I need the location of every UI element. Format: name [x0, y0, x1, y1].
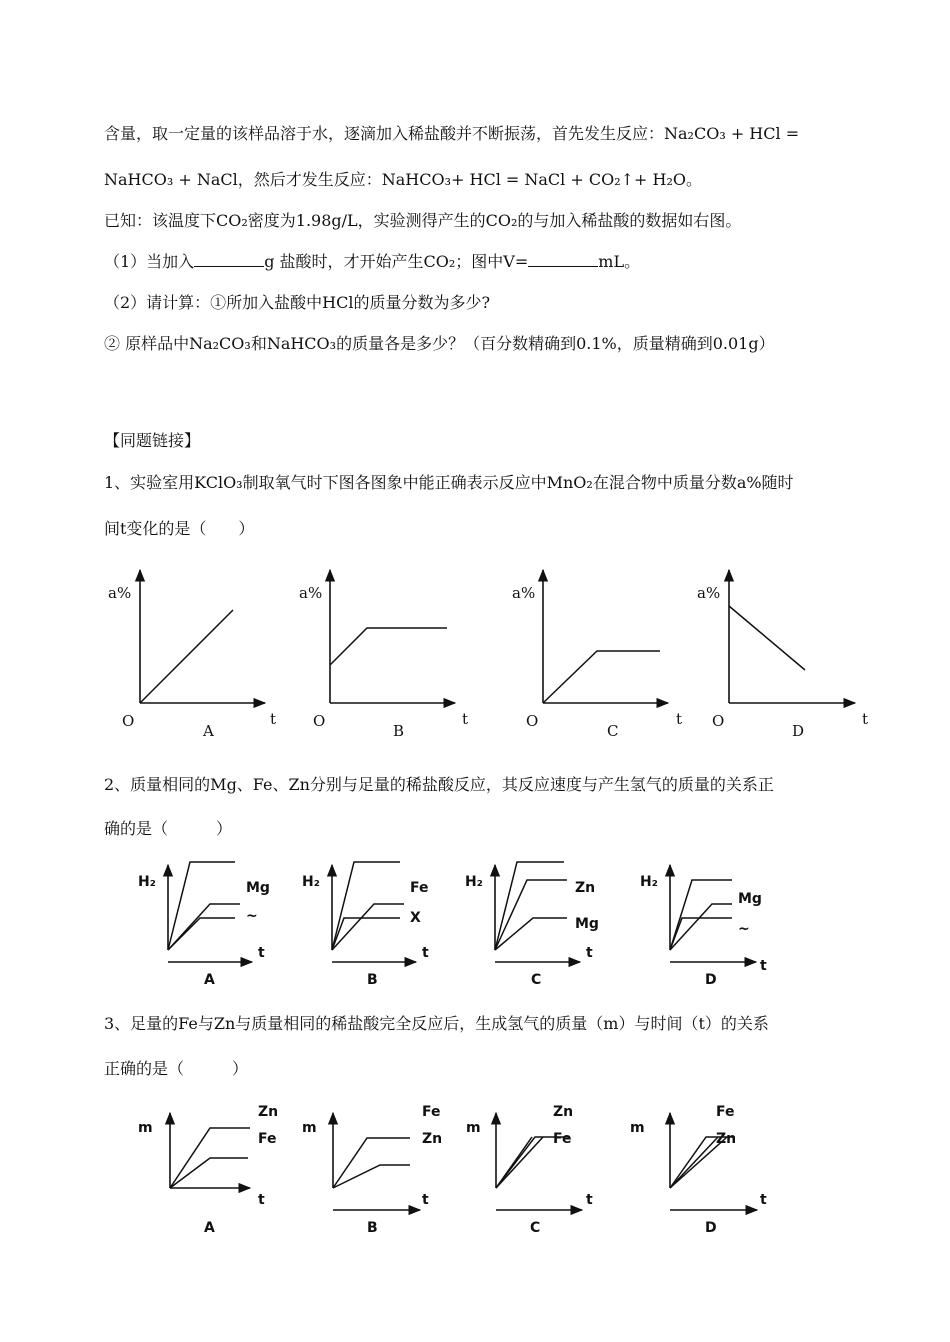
p2-b-ylabel: H₂: [302, 874, 320, 890]
p3-a-option: A: [204, 1220, 215, 1236]
p2-c-ylabel: H₂: [465, 874, 483, 890]
problem-1-line-1: 1、实验室用KClO₃制取氧气时下图各图象中能正确表示反应中MnO₂在混合物中质量分数a%随时: [104, 473, 794, 492]
p3-b-xlabel: t: [422, 1192, 429, 1208]
p1-c-curve: [543, 651, 660, 703]
p3-b-label-fe: Fe: [422, 1104, 441, 1120]
p3-d-label-fe: Fe: [716, 1104, 735, 1120]
p2-c-xlabel: t: [586, 945, 593, 961]
p2-d-xlabel: t: [760, 958, 767, 974]
p2-a-label-tilde: ~: [246, 908, 258, 924]
p1-b-xlabel: t: [462, 710, 469, 728]
p3-c-label-fe: Fe: [553, 1131, 572, 1147]
p1-graph-b[interactable]: [299, 570, 468, 740]
p2-graph-a[interactable]: [138, 862, 270, 988]
p1-d-xlabel: t: [862, 710, 869, 728]
p1-c-option: C: [607, 722, 619, 740]
p3-b-ylabel: m: [302, 1120, 317, 1136]
p2-c-option: C: [531, 972, 542, 988]
p2-c-label-mg: Mg: [575, 916, 599, 932]
p2-graph-b[interactable]: [302, 862, 429, 988]
p3-graph-c[interactable]: [466, 1104, 593, 1236]
p1-a-ylabel: a%: [108, 584, 132, 602]
p3-c-ylabel: m: [466, 1120, 481, 1136]
p2-d-ylabel: H₂: [640, 874, 658, 890]
p3-a-label-fe: Fe: [258, 1131, 277, 1147]
p3-a-xlabel: t: [258, 1192, 265, 1208]
p1-b-ylabel: a%: [299, 584, 323, 602]
p3-c-xlabel: t: [586, 1192, 593, 1208]
question-2: （2）请计算：①所加入盐酸中HCl的质量分数为多少?: [104, 293, 491, 312]
p2-a-ylabel: H₂: [138, 874, 156, 890]
p1-d-origin: O: [712, 712, 725, 730]
p2-d-label-mg: Mg: [738, 891, 762, 907]
p2-c-label-zn: Zn: [575, 880, 596, 896]
p3-c-label-zn: Zn: [553, 1104, 574, 1120]
p1-b-option: B: [393, 722, 405, 740]
p1-graph-d[interactable]: [697, 570, 868, 740]
p2-b-label-cut: X: [410, 910, 421, 926]
p2-d-label-tilde: ~: [738, 921, 750, 937]
question-1-part-b: g 盐酸时，才开始产生CO₂；图中V=: [264, 252, 529, 271]
p3-a-label-zn: Zn: [258, 1104, 279, 1120]
p1-d-curve: [729, 606, 805, 670]
p1-graph-c[interactable]: [512, 570, 682, 740]
p2-b-label-fe: Fe: [410, 880, 429, 896]
problem-2-line-2: 确的是（ ）: [104, 819, 233, 838]
section-title: 【同题链接】: [104, 431, 201, 450]
p3-b-option: B: [367, 1220, 378, 1236]
p2-a-option: A: [204, 972, 215, 988]
p1-b-origin: O: [313, 712, 326, 730]
p1-a-origin: O: [122, 712, 135, 730]
p3-graph-b[interactable]: [302, 1104, 442, 1236]
question-1-part-a: （1）当加入: [104, 252, 195, 271]
p3-c-option: C: [530, 1220, 541, 1236]
p2-d-option: D: [705, 972, 717, 988]
problem-1-line-2: 间t变化的是（ ）: [104, 519, 255, 538]
p2-b-option: B: [367, 972, 378, 988]
p2-graph-c[interactable]: [465, 862, 599, 988]
p1-c-origin: O: [526, 712, 539, 730]
p2-a-xlabel: t: [258, 945, 265, 961]
p3-b-label-zn: Zn: [422, 1131, 443, 1147]
problem-3-line-1: 3、足量的Fe与Zn与质量相同的稀盐酸完全反应后，生成氢气的质量（m）与时间（t）的关系: [104, 1014, 769, 1033]
p1-c-xlabel: t: [676, 710, 683, 728]
problem-3-line-2: 正确的是（ ）: [104, 1059, 249, 1078]
p2-a-label-mg: Mg: [246, 880, 270, 896]
intro-line-2: NaHCO₃ + NaCl，然后才发生反应：NaHCO₃+ HCl = NaCl + CO₂↑+ H₂O。: [104, 170, 703, 189]
p1-graph-a[interactable]: [108, 570, 276, 740]
question-3: ② 原样品中Na₂CO₃和NaHCO₃的质量各是多少？（百分数精确到0.1%，质量精确到0.01g）: [104, 334, 775, 353]
p2-b-xlabel: t: [422, 945, 429, 961]
p1-c-ylabel: a%: [512, 584, 536, 602]
p1-d-option: D: [792, 722, 805, 740]
p2-graph-d[interactable]: [640, 865, 767, 988]
p3-d-ylabel: m: [630, 1120, 645, 1136]
intro-line-3: 已知：该温度下CO₂密度为1.98g/L，实验测得产生的CO₂的与加入稀盐酸的数据如右图。: [104, 211, 742, 230]
p3-d-option: D: [705, 1220, 717, 1236]
p3-graph-d[interactable]: [630, 1104, 767, 1236]
p3-a-ylabel: m: [138, 1120, 153, 1136]
question-1-part-c: mL。: [598, 252, 641, 271]
p1-b-curve: [330, 628, 447, 665]
p1-d-ylabel: a%: [697, 584, 721, 602]
p3-d-xlabel: t: [760, 1192, 767, 1208]
p1-a-xlabel: t: [270, 710, 277, 728]
intro-line-1: 含量，取一定量的该样品溶于水，逐滴加入稀盐酸并不断振荡，首先发生反应：Na₂CO₃ + HCl =: [104, 124, 800, 143]
p1-a-curve: [140, 610, 233, 703]
p3-d-label-zn: Zn: [716, 1131, 737, 1147]
p1-a-option: A: [203, 722, 214, 740]
p3-graph-a[interactable]: [138, 1104, 278, 1236]
problem-2-line-1: 2、质量相同的Mg、Fe、Zn分别与足量的稀盐酸反应，其反应速度与产生氢气的质量的关系正: [104, 775, 774, 794]
